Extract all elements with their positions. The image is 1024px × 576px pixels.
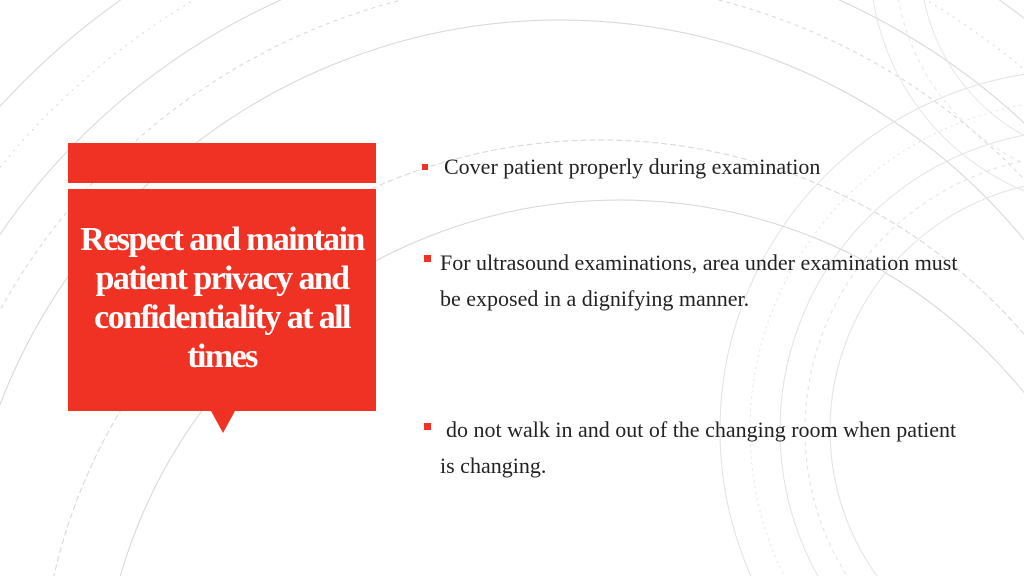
- bullet-item: Cover patient properly during examination: [444, 154, 821, 179]
- bullet-item: For ultrasound examinations, area under examination must be exposed in a dignifying manner.: [440, 250, 958, 311]
- title-accent-bar: [68, 143, 376, 183]
- square-bullet-icon: [424, 255, 431, 262]
- square-bullet-icon: [424, 423, 431, 430]
- square-bullet-icon: [422, 164, 428, 170]
- bullet-item: do not walk in and out of the changing room when patient is changing.: [440, 417, 957, 478]
- slide-title: Respect and maintain patient privacy and confidentiality at all times: [80, 221, 364, 375]
- title-box: [68, 189, 376, 411]
- title-pointer-icon: [211, 411, 235, 433]
